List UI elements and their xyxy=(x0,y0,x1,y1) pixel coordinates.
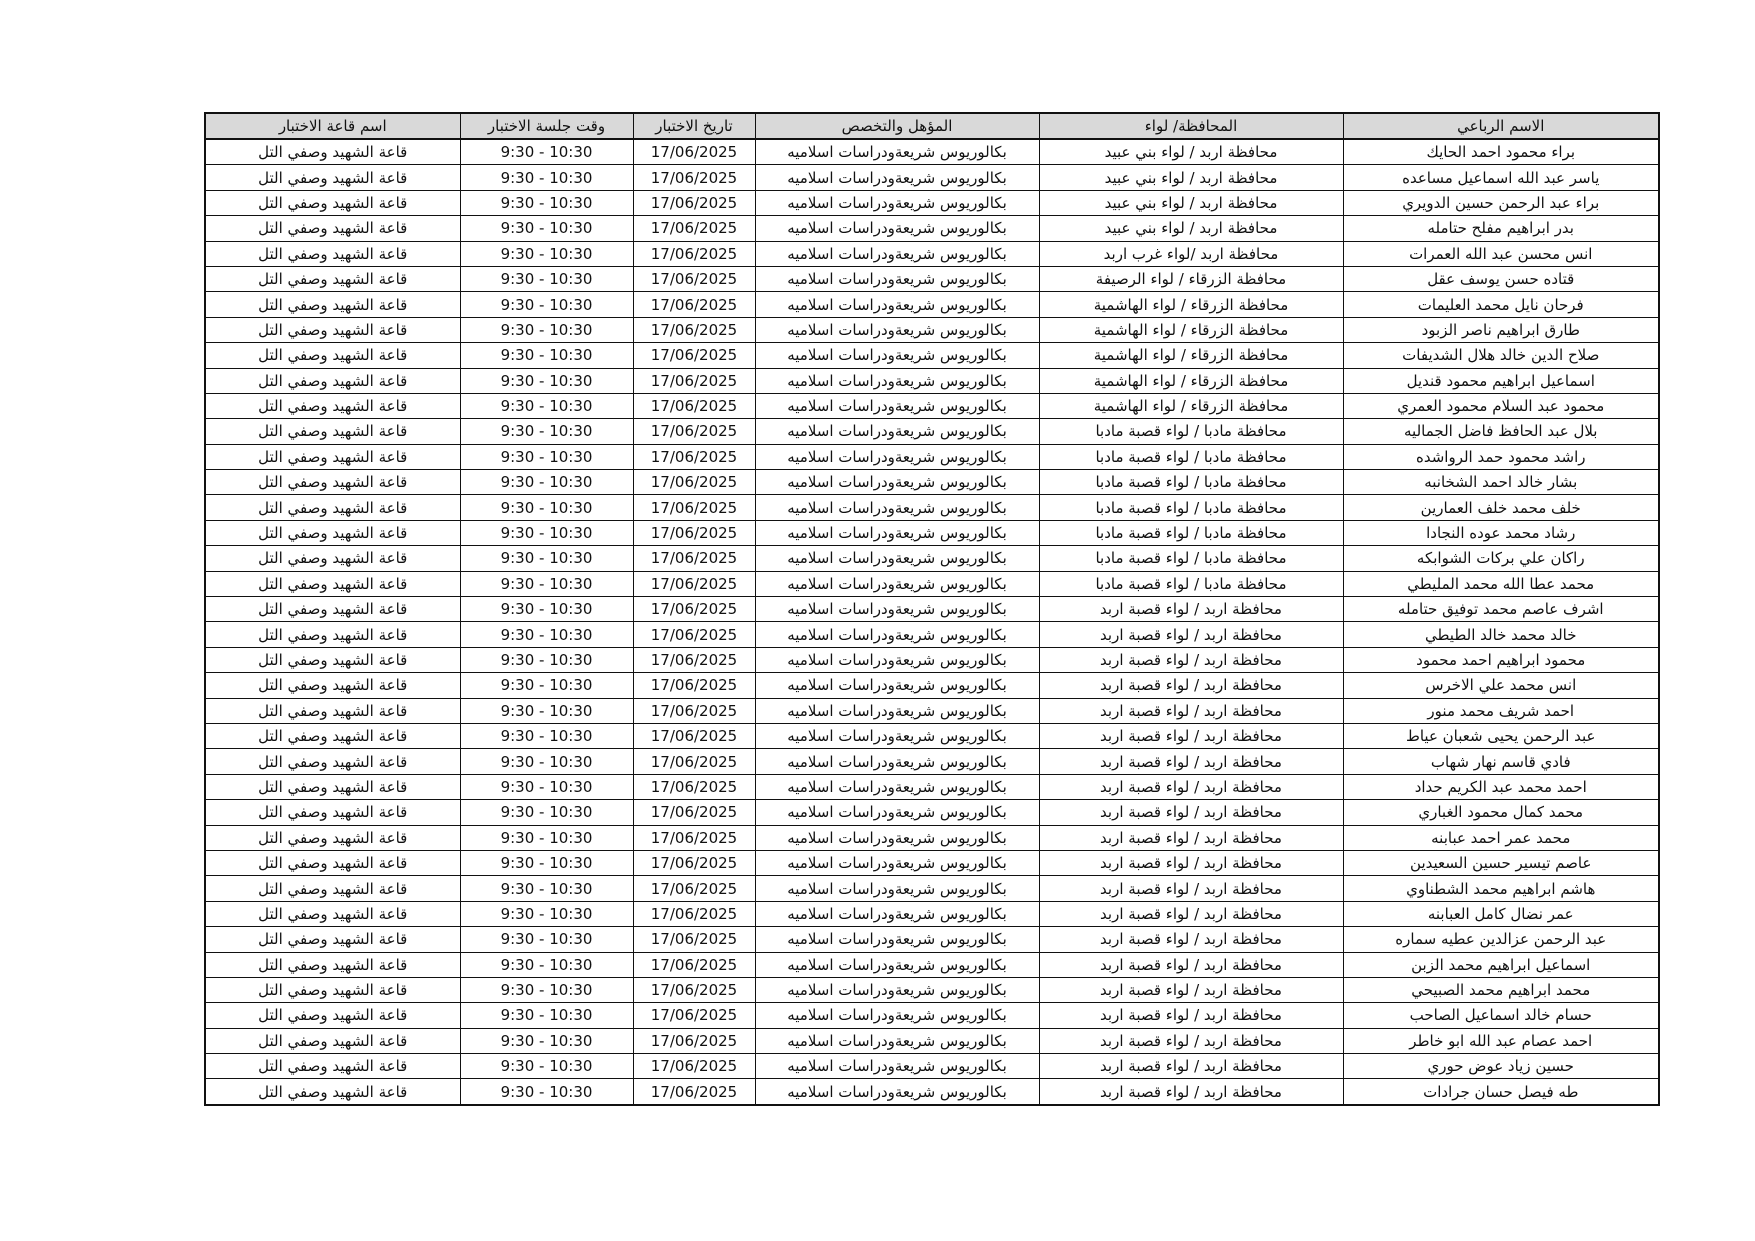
cell-exam-date: 17/06/2025 xyxy=(633,470,755,495)
cell-exam-hall: قاعة الشهيد وصفي التل xyxy=(205,825,460,850)
cell-exam-hall: قاعة الشهيد وصفي التل xyxy=(205,901,460,926)
cell-qualification: بكالوريوس شريعةودراسات اسلاميه xyxy=(755,876,1039,901)
cell-exam-time: 9:30 - 10:30 xyxy=(460,216,633,241)
cell-exam-date: 17/06/2025 xyxy=(633,368,755,393)
cell-governorate: محافظة اربد / لواء بني عبيد xyxy=(1039,216,1343,241)
cell-governorate: محافظة اربد / لواء قصبة اربد xyxy=(1039,774,1343,799)
cell-qualification: بكالوريوس شريعةودراسات اسلاميه xyxy=(755,317,1039,342)
cell-governorate: محافظة اربد / لواء قصبة اربد xyxy=(1039,698,1343,723)
cell-exam-hall: قاعة الشهيد وصفي التل xyxy=(205,139,460,165)
cell-exam-date: 17/06/2025 xyxy=(633,520,755,545)
cell-qualification: بكالوريوس شريعةودراسات اسلاميه xyxy=(755,774,1039,799)
cell-exam-time: 9:30 - 10:30 xyxy=(460,673,633,698)
cell-qualification: بكالوريوس شريعةودراسات اسلاميه xyxy=(755,216,1039,241)
cell-governorate: محافظة مادبا / لواء قصبة مادبا xyxy=(1039,419,1343,444)
cell-exam-hall: قاعة الشهيد وصفي التل xyxy=(205,393,460,418)
cell-exam-date: 17/06/2025 xyxy=(633,165,755,190)
cell-exam-time: 9:30 - 10:30 xyxy=(460,749,633,774)
cell-exam-hall: قاعة الشهيد وصفي التل xyxy=(205,444,460,469)
cell-exam-hall: قاعة الشهيد وصفي التل xyxy=(205,876,460,901)
cell-full-name: رشاد محمد عوده النجادا xyxy=(1343,520,1659,545)
cell-exam-date: 17/06/2025 xyxy=(633,266,755,291)
cell-governorate: محافظة مادبا / لواء قصبة مادبا xyxy=(1039,444,1343,469)
header-exam-hall: اسم قاعة الاختبار xyxy=(205,113,460,139)
table-row xyxy=(205,343,1659,368)
cell-exam-date: 17/06/2025 xyxy=(633,597,755,622)
cell-governorate: محافظة مادبا / لواء قصبة مادبا xyxy=(1039,571,1343,596)
cell-qualification: بكالوريوس شريعةودراسات اسلاميه xyxy=(755,901,1039,926)
cell-governorate: محافظة مادبا / لواء قصبة مادبا xyxy=(1039,520,1343,545)
cell-exam-hall: قاعة الشهيد وصفي التل xyxy=(205,292,460,317)
cell-full-name: محمود عبد السلام محمود العمري xyxy=(1343,393,1659,418)
cell-full-name: بدر ابراهيم مفلح حتامله xyxy=(1343,216,1659,241)
cell-exam-time: 9:30 - 10:30 xyxy=(460,1079,633,1105)
cell-full-name: اسماعيل ابراهيم محمود قنديل xyxy=(1343,368,1659,393)
table-row xyxy=(205,139,1659,165)
cell-qualification: بكالوريوس شريعةودراسات اسلاميه xyxy=(755,977,1039,1002)
cell-governorate: محافظة اربد /لواء غرب اربد xyxy=(1039,241,1343,266)
cell-full-name: خلف محمد خلف العمارين xyxy=(1343,495,1659,520)
table-row xyxy=(205,977,1659,1002)
cell-exam-time: 9:30 - 10:30 xyxy=(460,393,633,418)
cell-exam-time: 9:30 - 10:30 xyxy=(460,825,633,850)
cell-exam-time: 9:30 - 10:30 xyxy=(460,1028,633,1053)
cell-exam-date: 17/06/2025 xyxy=(633,317,755,342)
cell-exam-date: 17/06/2025 xyxy=(633,216,755,241)
table-row xyxy=(205,673,1659,698)
cell-full-name: احمد عصام عبد الله ابو خاطر xyxy=(1343,1028,1659,1053)
cell-qualification: بكالوريوس شريعةودراسات اسلاميه xyxy=(755,419,1039,444)
cell-exam-date: 17/06/2025 xyxy=(633,698,755,723)
cell-exam-date: 17/06/2025 xyxy=(633,190,755,215)
cell-governorate: محافظة اربد / لواء قصبة اربد xyxy=(1039,622,1343,647)
cell-exam-date: 17/06/2025 xyxy=(633,825,755,850)
cell-qualification: بكالوريوس شريعةودراسات اسلاميه xyxy=(755,190,1039,215)
cell-qualification: بكالوريوس شريعةودراسات اسلاميه xyxy=(755,571,1039,596)
cell-governorate: محافظة الزرقاء / لواء الهاشمية xyxy=(1039,368,1343,393)
table-row xyxy=(205,800,1659,825)
cell-exam-date: 17/06/2025 xyxy=(633,723,755,748)
cell-qualification: بكالوريوس شريعةودراسات اسلاميه xyxy=(755,927,1039,952)
table-row xyxy=(205,393,1659,418)
cell-governorate: محافظة اربد / لواء قصبة اربد xyxy=(1039,749,1343,774)
cell-exam-hall: قاعة الشهيد وصفي التل xyxy=(205,622,460,647)
cell-exam-time: 9:30 - 10:30 xyxy=(460,343,633,368)
cell-exam-hall: قاعة الشهيد وصفي التل xyxy=(205,774,460,799)
table-row xyxy=(205,571,1659,596)
table-row xyxy=(205,1054,1659,1079)
cell-full-name: اشرف عاصم محمد توفيق حتامله xyxy=(1343,597,1659,622)
cell-governorate: محافظة اربد / لواء قصبة اربد xyxy=(1039,673,1343,698)
cell-exam-date: 17/06/2025 xyxy=(633,139,755,165)
cell-exam-time: 9:30 - 10:30 xyxy=(460,850,633,875)
cell-exam-hall: قاعة الشهيد وصفي التل xyxy=(205,495,460,520)
table-row xyxy=(205,774,1659,799)
cell-full-name: محمد عمر احمد عبابنه xyxy=(1343,825,1659,850)
cell-governorate: محافظة اربد / لواء قصبة اربد xyxy=(1039,977,1343,1002)
cell-full-name: احمد محمد عبد الكريم حداد xyxy=(1343,774,1659,799)
cell-exam-time: 9:30 - 10:30 xyxy=(460,292,633,317)
cell-qualification: بكالوريوس شريعةودراسات اسلاميه xyxy=(755,393,1039,418)
cell-exam-date: 17/06/2025 xyxy=(633,927,755,952)
table-row xyxy=(205,749,1659,774)
table-row xyxy=(205,647,1659,672)
cell-exam-time: 9:30 - 10:30 xyxy=(460,1054,633,1079)
cell-governorate: محافظة اربد / لواء قصبة اربد xyxy=(1039,1003,1343,1028)
cell-qualification: بكالوريوس شريعةودراسات اسلاميه xyxy=(755,1028,1039,1053)
cell-governorate: محافظة اربد / لواء قصبة اربد xyxy=(1039,1028,1343,1053)
cell-governorate: محافظة الزرقاء / لواء الهاشمية xyxy=(1039,317,1343,342)
cell-exam-time: 9:30 - 10:30 xyxy=(460,470,633,495)
header-exam-time: وقت جلسة الاختبار xyxy=(460,113,633,139)
cell-exam-hall: قاعة الشهيد وصفي التل xyxy=(205,419,460,444)
cell-exam-date: 17/06/2025 xyxy=(633,901,755,926)
cell-governorate: محافظة الزرقاء / لواء الهاشمية xyxy=(1039,393,1343,418)
cell-exam-date: 17/06/2025 xyxy=(633,241,755,266)
cell-exam-hall: قاعة الشهيد وصفي التل xyxy=(205,241,460,266)
table-row xyxy=(205,546,1659,571)
cell-governorate: محافظة اربد / لواء قصبة اربد xyxy=(1039,825,1343,850)
cell-full-name: محمد عطا الله محمد المليطي xyxy=(1343,571,1659,596)
cell-governorate: محافظة اربد / لواء بني عبيد xyxy=(1039,190,1343,215)
cell-exam-date: 17/06/2025 xyxy=(633,546,755,571)
cell-exam-hall: قاعة الشهيد وصفي التل xyxy=(205,520,460,545)
table-row xyxy=(205,1028,1659,1053)
cell-qualification: بكالوريوس شريعةودراسات اسلاميه xyxy=(755,368,1039,393)
cell-exam-time: 9:30 - 10:30 xyxy=(460,927,633,952)
cell-exam-time: 9:30 - 10:30 xyxy=(460,1003,633,1028)
cell-exam-time: 9:30 - 10:30 xyxy=(460,139,633,165)
cell-full-name: براء محمود احمد الحايك xyxy=(1343,139,1659,165)
cell-governorate: محافظة الزرقاء / لواء الرصيفة xyxy=(1039,266,1343,291)
cell-exam-time: 9:30 - 10:30 xyxy=(460,977,633,1002)
table-row xyxy=(205,952,1659,977)
cell-qualification: بكالوريوس شريعةودراسات اسلاميه xyxy=(755,723,1039,748)
cell-qualification: بكالوريوس شريعةودراسات اسلاميه xyxy=(755,622,1039,647)
cell-exam-date: 17/06/2025 xyxy=(633,647,755,672)
cell-exam-time: 9:30 - 10:30 xyxy=(460,520,633,545)
cell-exam-date: 17/06/2025 xyxy=(633,622,755,647)
cell-exam-date: 17/06/2025 xyxy=(633,292,755,317)
cell-full-name: صلاح الدين خالد هلال الشديفات xyxy=(1343,343,1659,368)
cell-exam-time: 9:30 - 10:30 xyxy=(460,698,633,723)
cell-exam-hall: قاعة الشهيد وصفي التل xyxy=(205,927,460,952)
cell-governorate: محافظة الزرقاء / لواء الهاشمية xyxy=(1039,292,1343,317)
cell-exam-date: 17/06/2025 xyxy=(633,571,755,596)
cell-exam-hall: قاعة الشهيد وصفي التل xyxy=(205,343,460,368)
cell-exam-date: 17/06/2025 xyxy=(633,343,755,368)
cell-qualification: بكالوريوس شريعةودراسات اسلاميه xyxy=(755,825,1039,850)
cell-exam-time: 9:30 - 10:30 xyxy=(460,368,633,393)
cell-governorate: محافظة مادبا / لواء قصبة مادبا xyxy=(1039,470,1343,495)
table-row xyxy=(205,419,1659,444)
cell-qualification: بكالوريوس شريعةودراسات اسلاميه xyxy=(755,673,1039,698)
table-row xyxy=(205,927,1659,952)
table-row xyxy=(205,292,1659,317)
cell-qualification: بكالوريوس شريعةودراسات اسلاميه xyxy=(755,749,1039,774)
table-row xyxy=(205,317,1659,342)
cell-full-name: احمد شريف محمد منور xyxy=(1343,698,1659,723)
cell-exam-time: 9:30 - 10:30 xyxy=(460,190,633,215)
cell-exam-date: 17/06/2025 xyxy=(633,1028,755,1053)
cell-governorate: محافظة اربد / لواء بني عبيد xyxy=(1039,165,1343,190)
cell-exam-date: 17/06/2025 xyxy=(633,850,755,875)
table-row xyxy=(205,520,1659,545)
cell-full-name: عبد الرحمن يحيى شعبان عياط xyxy=(1343,723,1659,748)
cell-qualification: بكالوريوس شريعةودراسات اسلاميه xyxy=(755,343,1039,368)
cell-governorate: محافظة اربد / لواء قصبة اربد xyxy=(1039,876,1343,901)
cell-exam-hall: قاعة الشهيد وصفي التل xyxy=(205,317,460,342)
cell-full-name: عبد الرحمن عزالدين عطيه سماره xyxy=(1343,927,1659,952)
cell-governorate: محافظة اربد / لواء قصبة اربد xyxy=(1039,723,1343,748)
cell-full-name: عاصم تيسير حسين السعيدين xyxy=(1343,850,1659,875)
cell-governorate: محافظة اربد / لواء قصبة اربد xyxy=(1039,952,1343,977)
cell-full-name: محمود ابراهيم احمد محمود xyxy=(1343,647,1659,672)
cell-full-name: انس محمد علي الاخرس xyxy=(1343,673,1659,698)
cell-governorate: محافظة الزرقاء / لواء الهاشمية xyxy=(1039,343,1343,368)
cell-governorate: محافظة اربد / لواء قصبة اربد xyxy=(1039,901,1343,926)
cell-governorate: محافظة اربد / لواء قصبة اربد xyxy=(1039,800,1343,825)
cell-qualification: بكالوريوس شريعةودراسات اسلاميه xyxy=(755,444,1039,469)
cell-governorate: محافظة مادبا / لواء قصبة مادبا xyxy=(1039,495,1343,520)
cell-exam-hall: قاعة الشهيد وصفي التل xyxy=(205,850,460,875)
cell-governorate: محافظة اربد / لواء بني عبيد xyxy=(1039,139,1343,165)
table-body xyxy=(205,139,1659,1105)
cell-full-name: طه فيصل حسان جرادات xyxy=(1343,1079,1659,1105)
cell-exam-date: 17/06/2025 xyxy=(633,495,755,520)
cell-governorate: محافظة اربد / لواء قصبة اربد xyxy=(1039,1079,1343,1105)
cell-exam-time: 9:30 - 10:30 xyxy=(460,495,633,520)
cell-full-name: راشد محمود حمد الرواشده xyxy=(1343,444,1659,469)
exam-schedule-table xyxy=(204,112,1660,1106)
cell-exam-hall: قاعة الشهيد وصفي التل xyxy=(205,190,460,215)
cell-qualification: بكالوريوس شريعةودراسات اسلاميه xyxy=(755,1054,1039,1079)
cell-exam-hall: قاعة الشهيد وصفي التل xyxy=(205,368,460,393)
cell-governorate: محافظة اربد / لواء قصبة اربد xyxy=(1039,597,1343,622)
cell-exam-hall: قاعة الشهيد وصفي التل xyxy=(205,1028,460,1053)
cell-exam-time: 9:30 - 10:30 xyxy=(460,419,633,444)
header-full-name: الاسم الرباعي xyxy=(1343,113,1659,139)
cell-qualification: بكالوريوس شريعةودراسات اسلاميه xyxy=(755,266,1039,291)
cell-exam-time: 9:30 - 10:30 xyxy=(460,800,633,825)
table-row xyxy=(205,901,1659,926)
cell-exam-hall: قاعة الشهيد وصفي التل xyxy=(205,1054,460,1079)
cell-full-name: بلال عبد الحافظ فاضل الجماليه xyxy=(1343,419,1659,444)
table-row xyxy=(205,723,1659,748)
cell-qualification: بكالوريوس شريعةودراسات اسلاميه xyxy=(755,800,1039,825)
table-row xyxy=(205,495,1659,520)
cell-exam-time: 9:30 - 10:30 xyxy=(460,876,633,901)
table-row xyxy=(205,241,1659,266)
cell-qualification: بكالوريوس شريعةودراسات اسلاميه xyxy=(755,597,1039,622)
cell-exam-date: 17/06/2025 xyxy=(633,774,755,799)
cell-qualification: بكالوريوس شريعةودراسات اسلاميه xyxy=(755,165,1039,190)
table-row xyxy=(205,470,1659,495)
cell-exam-time: 9:30 - 10:30 xyxy=(460,622,633,647)
cell-exam-time: 9:30 - 10:30 xyxy=(460,901,633,926)
cell-full-name: فادي قاسم نهار شهاب xyxy=(1343,749,1659,774)
cell-exam-hall: قاعة الشهيد وصفي التل xyxy=(205,800,460,825)
cell-qualification: بكالوريوس شريعةودراسات اسلاميه xyxy=(755,850,1039,875)
cell-exam-date: 17/06/2025 xyxy=(633,749,755,774)
exam-schedule-sheet xyxy=(204,112,1658,1106)
cell-qualification: بكالوريوس شريعةودراسات اسلاميه xyxy=(755,952,1039,977)
cell-exam-time: 9:30 - 10:30 xyxy=(460,597,633,622)
cell-full-name: حسام خالد اسماعيل الصاحب xyxy=(1343,1003,1659,1028)
cell-exam-hall: قاعة الشهيد وصفي التل xyxy=(205,597,460,622)
cell-governorate: محافظة اربد / لواء قصبة اربد xyxy=(1039,1054,1343,1079)
cell-exam-time: 9:30 - 10:30 xyxy=(460,647,633,672)
cell-full-name: بشار خالد احمد الشخانبه xyxy=(1343,470,1659,495)
cell-exam-hall: قاعة الشهيد وصفي التل xyxy=(205,647,460,672)
cell-qualification: بكالوريوس شريعةودراسات اسلاميه xyxy=(755,698,1039,723)
cell-exam-date: 17/06/2025 xyxy=(633,876,755,901)
cell-full-name: حسين زياد عوض حوري xyxy=(1343,1054,1659,1079)
cell-qualification: بكالوريوس شريعةودراسات اسلاميه xyxy=(755,546,1039,571)
cell-full-name: فرحان نايل محمد العليمات xyxy=(1343,292,1659,317)
table-row xyxy=(205,266,1659,291)
cell-exam-date: 17/06/2025 xyxy=(633,952,755,977)
cell-exam-time: 9:30 - 10:30 xyxy=(460,723,633,748)
cell-exam-time: 9:30 - 10:30 xyxy=(460,952,633,977)
cell-full-name: قتاده حسن يوسف عقل xyxy=(1343,266,1659,291)
cell-exam-time: 9:30 - 10:30 xyxy=(460,266,633,291)
cell-exam-date: 17/06/2025 xyxy=(633,393,755,418)
cell-exam-time: 9:30 - 10:30 xyxy=(460,317,633,342)
cell-full-name: محمد كمال محمود الغباري xyxy=(1343,800,1659,825)
cell-exam-hall: قاعة الشهيد وصفي التل xyxy=(205,977,460,1002)
cell-exam-date: 17/06/2025 xyxy=(633,1054,755,1079)
cell-governorate: محافظة اربد / لواء قصبة اربد xyxy=(1039,850,1343,875)
table-row xyxy=(205,597,1659,622)
cell-exam-hall: قاعة الشهيد وصفي التل xyxy=(205,165,460,190)
cell-exam-hall: قاعة الشهيد وصفي التل xyxy=(205,749,460,774)
cell-governorate: محافظة مادبا / لواء قصبة مادبا xyxy=(1039,546,1343,571)
cell-qualification: بكالوريوس شريعةودراسات اسلاميه xyxy=(755,241,1039,266)
cell-full-name: انس محسن عبد الله العمرات xyxy=(1343,241,1659,266)
cell-exam-time: 9:30 - 10:30 xyxy=(460,444,633,469)
table-row xyxy=(205,216,1659,241)
table-row xyxy=(205,850,1659,875)
cell-governorate: محافظة اربد / لواء قصبة اربد xyxy=(1039,927,1343,952)
table-row xyxy=(205,622,1659,647)
cell-exam-date: 17/06/2025 xyxy=(633,977,755,1002)
cell-qualification: بكالوريوس شريعةودراسات اسلاميه xyxy=(755,470,1039,495)
cell-exam-date: 17/06/2025 xyxy=(633,673,755,698)
table-row xyxy=(205,165,1659,190)
table-row xyxy=(205,876,1659,901)
cell-full-name: راكان علي بركات الشوابكه xyxy=(1343,546,1659,571)
cell-qualification: بكالوريوس شريعةودراسات اسلاميه xyxy=(755,520,1039,545)
cell-exam-date: 17/06/2025 xyxy=(633,800,755,825)
cell-exam-time: 9:30 - 10:30 xyxy=(460,774,633,799)
table-row xyxy=(205,444,1659,469)
cell-exam-hall: قاعة الشهيد وصفي التل xyxy=(205,1003,460,1028)
cell-exam-date: 17/06/2025 xyxy=(633,419,755,444)
table-row xyxy=(205,190,1659,215)
table-row xyxy=(205,1079,1659,1105)
cell-full-name: عمر نضال كامل العبابنه xyxy=(1343,901,1659,926)
cell-exam-hall: قاعة الشهيد وصفي التل xyxy=(205,470,460,495)
header-qualification: المؤهل والتخصص xyxy=(755,113,1039,139)
table-row xyxy=(205,825,1659,850)
cell-exam-time: 9:30 - 10:30 xyxy=(460,165,633,190)
cell-exam-date: 17/06/2025 xyxy=(633,444,755,469)
cell-exam-hall: قاعة الشهيد وصفي التل xyxy=(205,723,460,748)
cell-qualification: بكالوريوس شريعةودراسات اسلاميه xyxy=(755,1003,1039,1028)
cell-exam-hall: قاعة الشهيد وصفي التل xyxy=(205,673,460,698)
cell-full-name: خالد محمد خالد الطيطي xyxy=(1343,622,1659,647)
cell-qualification: بكالوريوس شريعةودراسات اسلاميه xyxy=(755,647,1039,672)
cell-qualification: بكالوريوس شريعةودراسات اسلاميه xyxy=(755,495,1039,520)
cell-full-name: اسماعيل ابراهيم محمد الزبن xyxy=(1343,952,1659,977)
cell-exam-time: 9:30 - 10:30 xyxy=(460,546,633,571)
cell-exam-hall: قاعة الشهيد وصفي التل xyxy=(205,952,460,977)
cell-full-name: طارق ابراهيم ناصر الزبود xyxy=(1343,317,1659,342)
header-governorate: المحافظة/ لواء xyxy=(1039,113,1343,139)
cell-full-name: هاشم ابراهيم محمد الشطناوي xyxy=(1343,876,1659,901)
cell-exam-hall: قاعة الشهيد وصفي التل xyxy=(205,571,460,596)
header-row xyxy=(205,113,1659,139)
cell-exam-hall: قاعة الشهيد وصفي التل xyxy=(205,266,460,291)
cell-exam-hall: قاعة الشهيد وصفي التل xyxy=(205,1079,460,1105)
cell-exam-date: 17/06/2025 xyxy=(633,1079,755,1105)
cell-full-name: براء عبد الرحمن حسين الدويري xyxy=(1343,190,1659,215)
cell-exam-hall: قاعة الشهيد وصفي التل xyxy=(205,698,460,723)
table-row xyxy=(205,368,1659,393)
cell-governorate: محافظة اربد / لواء قصبة اربد xyxy=(1039,647,1343,672)
table-header xyxy=(205,113,1659,139)
cell-qualification: بكالوريوس شريعةودراسات اسلاميه xyxy=(755,1079,1039,1105)
table-row xyxy=(205,1003,1659,1028)
cell-full-name: محمد ابراهيم محمد الصبيحي xyxy=(1343,977,1659,1002)
cell-exam-hall: قاعة الشهيد وصفي التل xyxy=(205,546,460,571)
cell-exam-date: 17/06/2025 xyxy=(633,1003,755,1028)
cell-exam-hall: قاعة الشهيد وصفي التل xyxy=(205,216,460,241)
cell-qualification: بكالوريوس شريعةودراسات اسلاميه xyxy=(755,292,1039,317)
cell-exam-time: 9:30 - 10:30 xyxy=(460,241,633,266)
cell-full-name: ياسر عبد الله اسماعيل مساعده xyxy=(1343,165,1659,190)
header-exam-date: تاريخ الاختبار xyxy=(633,113,755,139)
table-row xyxy=(205,698,1659,723)
cell-exam-time: 9:30 - 10:30 xyxy=(460,571,633,596)
cell-qualification: بكالوريوس شريعةودراسات اسلاميه xyxy=(755,139,1039,165)
